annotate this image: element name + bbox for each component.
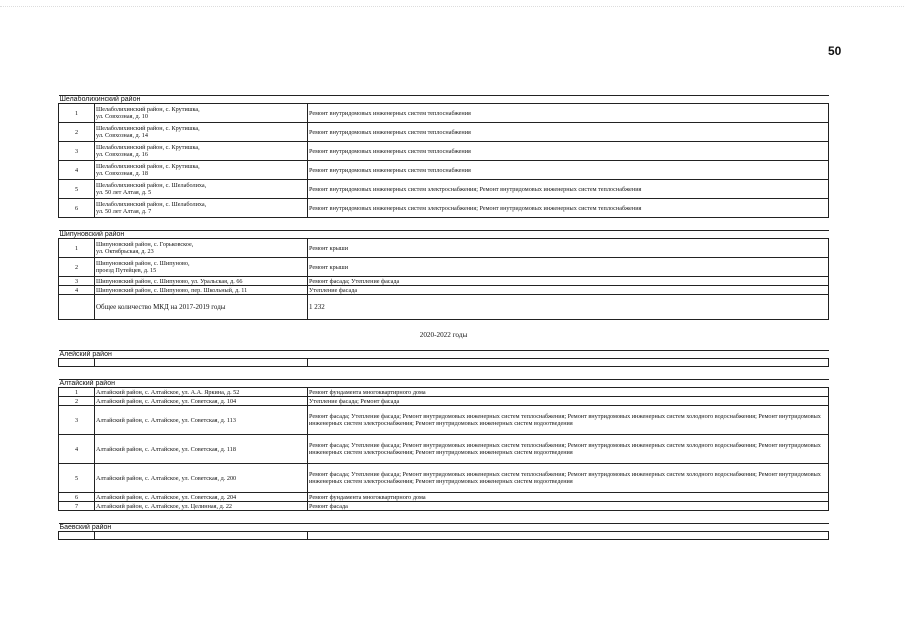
district-header-shelabolikha: Шелаболихинский район — [59, 96, 829, 104]
table-row: 3 Шипуновский район, с. Шипуново, ул. Уральская, д. 66 Ремонт фасада; Утепление фасада — [59, 277, 829, 286]
table-row: 1 Шелаболихинский район, с. Крутишка, ул. Совхозная, д. 10 Ремонт внутридомовых инженерных систем теплоснабжения — [59, 104, 829, 123]
table-row: 6 Алтайский район, с. Алтайское, ул. Советская, д. 204 Ремонт фундамента многоквартирного дома — [59, 493, 829, 502]
table-row — [59, 532, 829, 540]
table-row: 5 Алтайский район, с. Алтайское, ул. Советская, д. 200 Ремонт фасада; Утепление фасада; Ремонт внутридомовых инженерных систем теплоснабжения; Ремонт внутридомовых инженерных систем холодного водоснабжения; Ремонт внутридомовых инженерных систем электроснабжения; Ремонт внутридомовых инженерных систем водоотведения — [59, 464, 829, 493]
table-row — [59, 359, 829, 367]
repair-program-table — [58, 95, 829, 540]
district-header-shipunovo: Шипуновский район — [59, 231, 829, 239]
spacer-row — [59, 511, 829, 524]
table-row: 4 Шипуновский район, с. Шипуново, пер. Школьный, д. 11 Утепление фасада — [59, 286, 829, 295]
district-header-altai: Алтайский район — [59, 380, 829, 388]
table-row: 3 Алтайский район, с. Алтайское, ул. Советская, д. 113 Ремонт фасада; Утепление фасада; Ремонт внутридомовых инженерных систем теплоснабжения; Ремонт внутридомовых инженерных систем холодного водоснабжения; Ремонт внутридомовых инженерных систем электроснабжения; Ремонт внутридомовых инженерных систем водоотведения — [59, 406, 829, 435]
district-header-aleysk: Алейский район — [59, 351, 829, 359]
top-border-line — [0, 6, 904, 7]
table-row: 1 Шипуновский район, с. Горьковское, ул. Октябрьская, д. 23 Ремонт крыши — [59, 239, 829, 258]
table-row: 6 Шелаболихинский район, с. Шелаболиха, ул. 50 лет Алтая, д. 7 Ремонт внутридомовых инженерных систем электроснабжения; Ремонт внутридомовых инженерных систем теплоснабжения — [59, 199, 829, 218]
table-row: 4 Алтайский район, с. Алтайское, ул. Советская, д. 118 Ремонт фасада; Утепление фасада; Ремонт внутридомовых инженерных систем теплоснабжения; Ремонт внутридомовых инженерных систем холодного водоснабжения; Ремонт внутридомовых инженерных систем электроснабжения; Ремонт внутридомовых инженерных систем водоотведения — [59, 435, 829, 464]
total-label: Общее количество МКД на 2017-2019 годы — [95, 295, 308, 320]
table-row: 4 Шелаболихинский район, с. Крутишка, ул. Совхозная, д. 18 Ремонт внутридомовых инженерных систем теплоснабжения — [59, 161, 829, 180]
table-row: 5 Шелаболихинский район, с. Шелаболиха, ул. 50 лет Алтая, д. 5 Ремонт внутридомовых инженерных систем электроснабжения; Ремонт внутридомовых инженерных систем теплоснабжения — [59, 180, 829, 199]
district-header-baevo: Баевский район — [59, 524, 829, 532]
table-row: 2 Шелаболихинский район, с. Крутишка, ул. Совхозная, д. 14 Ремонт внутридомовых инженерных систем теплоснабжения — [59, 123, 829, 142]
spacer-row — [59, 367, 829, 380]
spacer-row — [59, 218, 829, 231]
table-row: 2 Шипуновский район, с. Шипуново, проезд Путейцев, д. 15 Ремонт крыши — [59, 258, 829, 277]
table-row: 3 Шелаболихинский район, с. Крутишка, ул. Совхозная, д. 16 Ремонт внутридомовых инженерных систем теплоснабжения — [59, 142, 829, 161]
page-number: 50 — [828, 44, 842, 58]
table-row: 7 Алтайский район, с. Алтайское, ул. Целинная, д. 22 Ремонт фасада — [59, 502, 829, 511]
total-value: 1 232 — [308, 295, 829, 320]
period-header: 2020-2022 годы — [59, 320, 829, 351]
total-row — [59, 295, 829, 320]
table-row: 2 Алтайский район, с. Алтайское, ул. Советская, д. 104 Утепление фасада; Ремонт фасада — [59, 397, 829, 406]
table-row: 1 Алтайский район, с. Алтайское, ул. А.А. Яркина, д. 52 Ремонт фундамента многоквартирного дома — [59, 388, 829, 397]
